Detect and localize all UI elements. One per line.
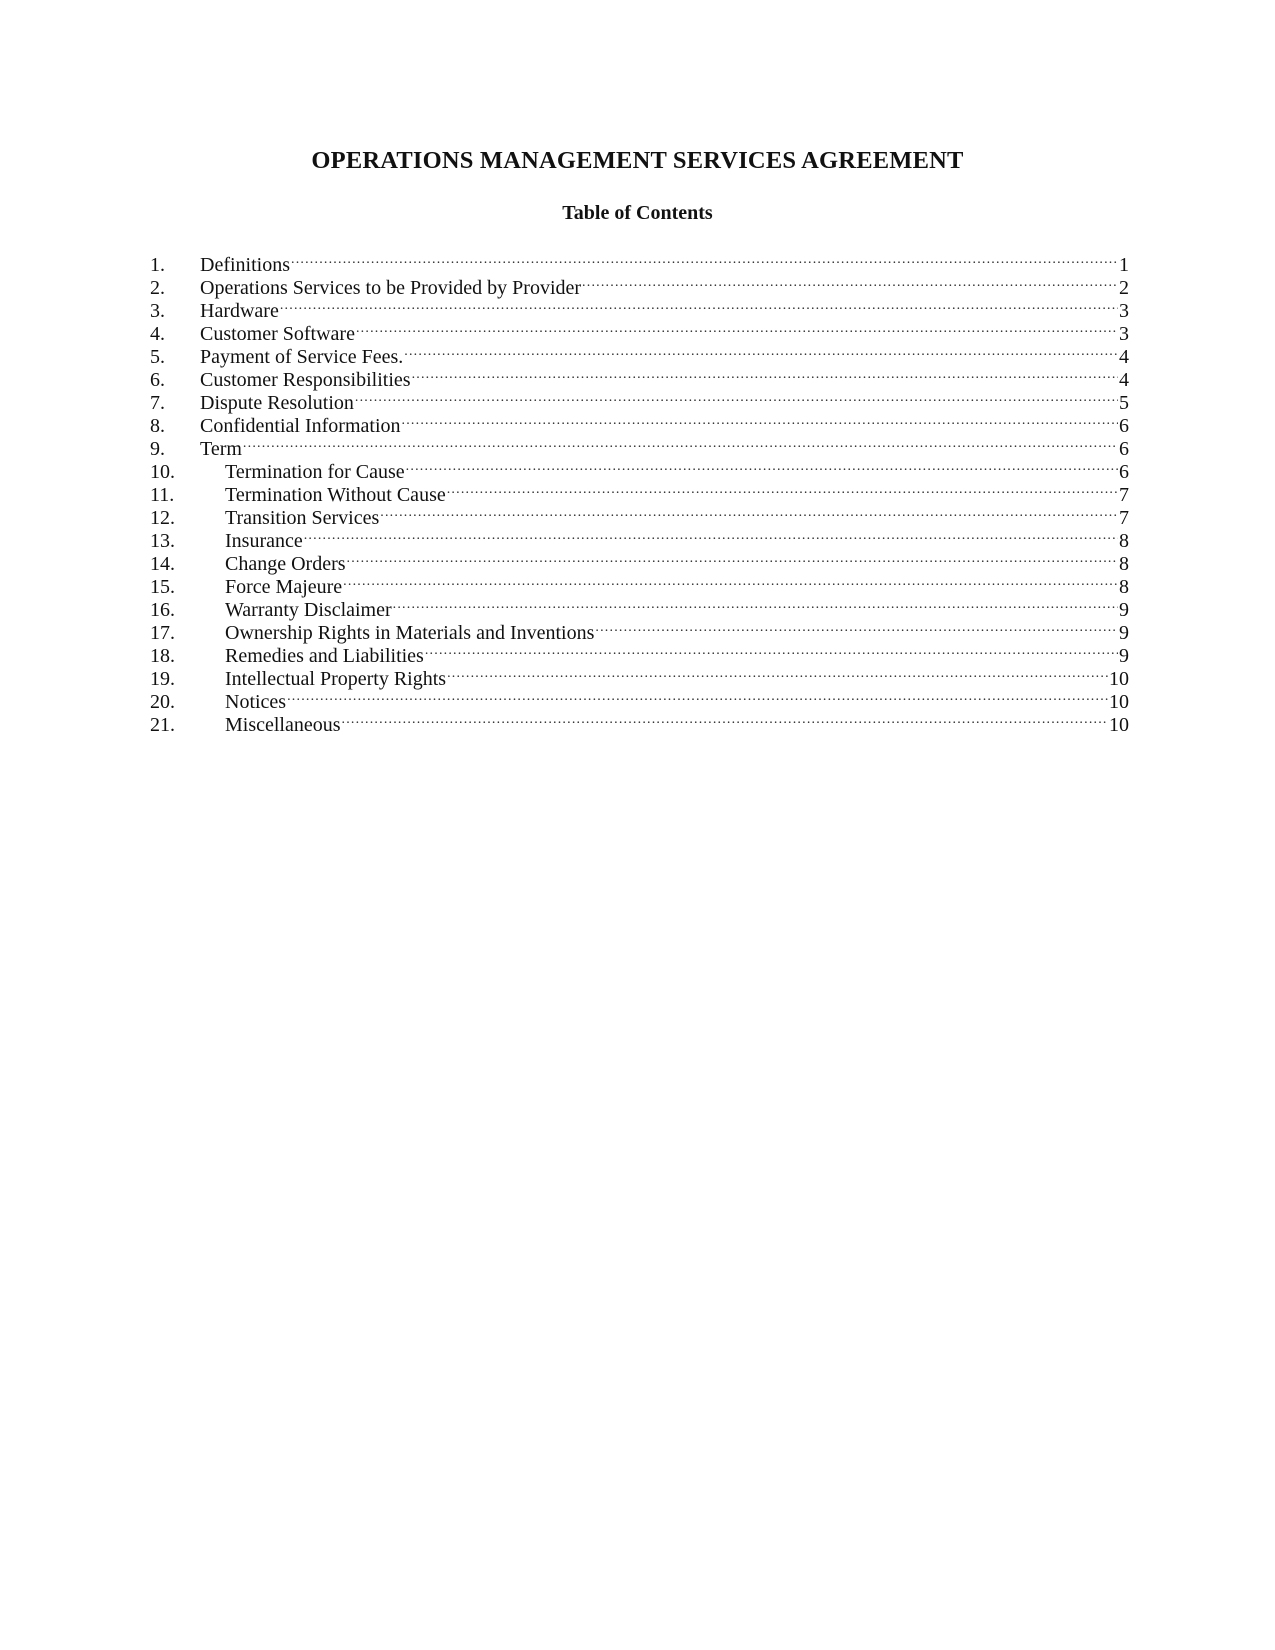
toc-entry-number: 15. [150, 576, 175, 598]
toc-dot-leader [406, 455, 1118, 478]
toc-entry-page: 5 [1119, 392, 1129, 414]
toc-entry-number: 20. [150, 691, 175, 713]
toc-entry-number: 8. [150, 415, 165, 437]
toc-entry-title: Customer Software [200, 323, 355, 345]
toc-entry-title: Intellectual Property Rights [225, 668, 447, 690]
toc-entry-page: 6 [1119, 438, 1129, 460]
toc-entry-page: 2 [1119, 277, 1129, 299]
toc-entry-page: 7 [1119, 507, 1129, 529]
toc-dot-leader [582, 271, 1118, 294]
table-of-contents [150, 248, 1129, 736]
toc-entry-number: 17. [150, 622, 175, 644]
toc-entry-title: Termination Without Cause [225, 484, 446, 506]
toc-entry-page: 4 [1119, 369, 1129, 391]
toc-entry-page: 8 [1119, 553, 1129, 575]
toc-entry-page: 10 [1109, 714, 1129, 736]
toc-entry-page: 3 [1119, 323, 1129, 345]
toc-entry-miscellaneous[interactable] [150, 708, 1129, 736]
document-title: OPERATIONS MANAGEMENT SERVICES AGREEMENT [311, 147, 964, 174]
toc-dot-leader [595, 616, 1118, 639]
toc-entry-title: Hardware [200, 300, 279, 322]
toc-entry-title: Miscellaneous [225, 714, 341, 736]
toc-entry-title: Confidential Information [200, 415, 401, 437]
toc-entry-title: Termination for Cause [225, 461, 405, 483]
toc-entry-page: 4 [1119, 346, 1129, 368]
toc-entry-title: Force Majeure [225, 576, 343, 598]
toc-entry-number: 18. [150, 645, 175, 667]
toc-entry-title: Dispute Resolution [200, 392, 354, 414]
toc-entry-number: 12. [150, 507, 175, 529]
toc-dot-leader [412, 363, 1118, 386]
toc-heading: Table of Contents [562, 202, 713, 224]
toc-dot-leader [402, 409, 1118, 432]
toc-entry-title: Customer Responsibilities [200, 369, 411, 391]
toc-entry-definitions[interactable] [150, 248, 1129, 276]
toc-entry-number: 13. [150, 530, 175, 552]
toc-entry-page: 9 [1119, 599, 1129, 621]
toc-entry-title: Insurance [225, 530, 303, 552]
toc-entry-term[interactable] [150, 432, 1129, 460]
toc-entry-title: Remedies and Liabilities [225, 645, 424, 667]
toc-entry-number: 4. [150, 323, 165, 345]
toc-entry-number: 5. [150, 346, 165, 368]
toc-entry-page: 10 [1109, 668, 1129, 690]
toc-entry-notices[interactable] [150, 685, 1129, 713]
toc-entry-page: 9 [1119, 645, 1129, 667]
toc-entry-page: 3 [1119, 300, 1129, 322]
toc-dot-leader [291, 248, 1118, 271]
toc-entry-number: 14. [150, 553, 175, 575]
toc-entry-customer-software[interactable] [150, 317, 1129, 345]
toc-entry-page: 8 [1119, 530, 1129, 552]
toc-dot-leader [280, 294, 1118, 317]
toc-dot-leader [447, 478, 1118, 501]
toc-entry-page: 10 [1109, 691, 1129, 713]
toc-entry-number: 11. [150, 484, 175, 506]
toc-dot-leader [243, 432, 1118, 455]
toc-entry-page: 1 [1119, 254, 1129, 276]
toc-dot-leader [355, 386, 1118, 409]
toc-entry-title: Term [200, 438, 242, 460]
toc-entry-hardware[interactable] [150, 294, 1129, 322]
toc-entry-operations-services[interactable] [150, 271, 1129, 299]
toc-entry-title: Transition Services [225, 507, 380, 529]
toc-dot-leader [393, 593, 1118, 616]
toc-entry-page: 9 [1119, 622, 1129, 644]
toc-entry-title: Payment of Service Fees. [200, 346, 404, 368]
toc-dot-leader [304, 524, 1118, 547]
toc-dot-leader [447, 662, 1108, 685]
toc-entry-termination-for-cause[interactable] [150, 455, 1129, 483]
toc-entry-number: 16. [150, 599, 175, 621]
toc-dot-leader [380, 501, 1118, 524]
toc-entry-number: 3. [150, 300, 165, 322]
toc-entry-number: 21. [150, 714, 175, 736]
toc-entry-number: 9. [150, 438, 165, 460]
toc-entry-title: Ownership Rights in Materials and Inventions [225, 622, 595, 644]
toc-entry-number: 10. [150, 461, 175, 483]
toc-entry-page: 6 [1119, 415, 1129, 437]
toc-entry-page: 8 [1119, 576, 1129, 598]
toc-dot-leader [347, 547, 1118, 570]
toc-entry-title: Change Orders [225, 553, 346, 575]
toc-entry-title: Definitions [200, 254, 290, 276]
toc-entry-number: 19. [150, 668, 175, 690]
toc-dot-leader [343, 570, 1118, 593]
toc-entry-title: Notices [225, 691, 287, 713]
toc-entry-number: 7. [150, 392, 165, 414]
toc-dot-leader [404, 340, 1118, 363]
toc-entry-number: 2. [150, 277, 165, 299]
toc-dot-leader [342, 708, 1108, 731]
toc-entry-page: 6 [1119, 461, 1129, 483]
toc-entry-title: Operations Services to be Provided by Provider [200, 277, 582, 299]
toc-dot-leader [356, 317, 1118, 340]
toc-entry-title: Warranty Disclaimer [225, 599, 392, 621]
toc-dot-leader [287, 685, 1108, 708]
toc-entry-page: 7 [1119, 484, 1129, 506]
toc-dot-leader [425, 639, 1118, 662]
toc-entry-number: 6. [150, 369, 165, 391]
toc-entry-number: 1. [150, 254, 165, 276]
